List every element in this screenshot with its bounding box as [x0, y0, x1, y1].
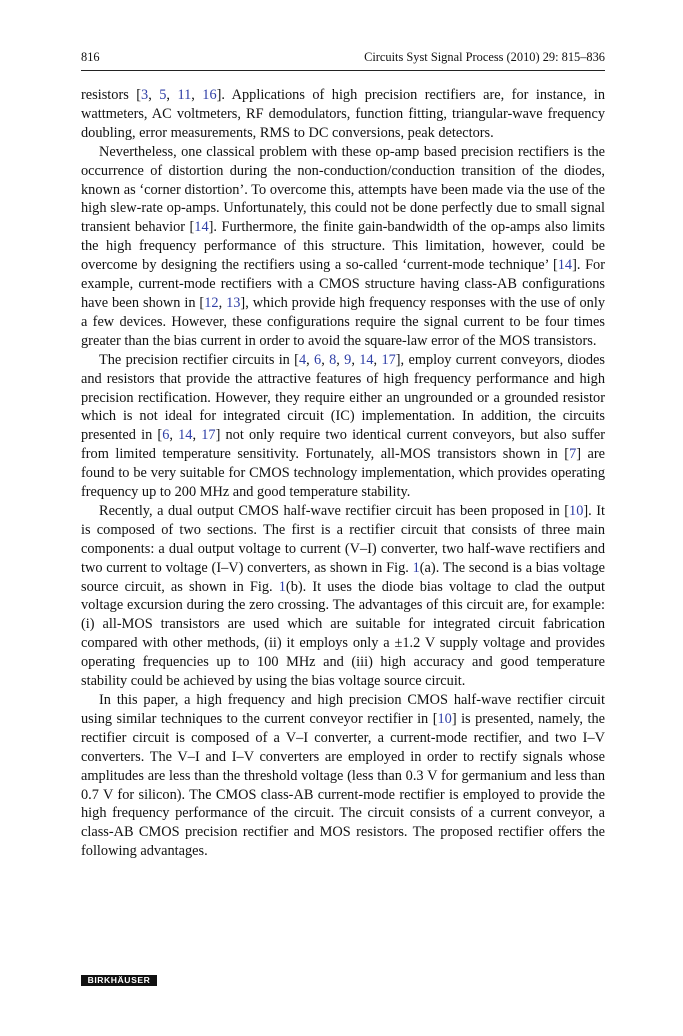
running-head: Circuits Syst Signal Process (2010) 29: 815–836 — [364, 50, 605, 64]
paragraph-text: ] are found to be very suitable for CMOS technology implementation, which provides operating frequency up to 200 MHz and good temperature stability. — [81, 446, 606, 501]
paragraph-text: ], employ current conveyors, diodes and resistors that provide the attractive features of high frequency performance and high precision rectification. However, they require either an ungrounded or a grounded resistor which is not ideal for integrated circuit (IC) implementation. In addition, the circuits presented in [ — [81, 351, 605, 444]
paragraph-text: (a). The second is a bias voltage source circuit, as shown in Fig. — [81, 559, 605, 595]
citation-link[interactable]: 13 — [226, 294, 241, 311]
paragraph — [81, 86, 605, 143]
citation-link[interactable]: 8 — [329, 351, 337, 368]
citation-link[interactable]: 6 — [314, 351, 322, 368]
citation-link[interactable]: 9 — [344, 351, 352, 368]
citation-link[interactable]: 12 — [204, 294, 219, 311]
citation-link[interactable]: 17 — [381, 351, 396, 368]
paragraph-text: Recently, a dual output CMOS half-wave rectifier circuit has been proposed in [ — [99, 502, 570, 519]
paragraph-text: , — [336, 351, 345, 368]
paragraph-text: ]. It is composed of two sections. The first is a rectifier circuit that consists of three main components: a dual output voltage to current (V–I) converter, two half-wave rectifiers and two current to voltage (I–V) converters, as shown in Fig. — [81, 502, 605, 576]
citation-link[interactable]: 3 — [141, 87, 149, 103]
citation-link[interactable]: 11 — [177, 87, 192, 103]
paragraph-text: , — [191, 87, 203, 103]
citation-link[interactable]: 4 — [298, 351, 307, 368]
citation-link[interactable]: 17 — [201, 427, 216, 444]
citation-link[interactable]: 1 — [278, 578, 286, 595]
paragraph-text: In this paper, a high frequency and high precision CMOS half-wave rectifier circuit using similar techniques to the current conveyor rectifier in [ — [81, 692, 605, 727]
paragraph-text: ] not only require two identical current conveyors, but also suffer from limited temperature sensitivity. Fortunately, all-MOS transistors shown in [ — [81, 427, 606, 463]
paragraph-text: ] is presented, namely, the rectifier circuit is composed of a V–I converter, a current-mode rectifier, and two I–V converters. The V–I and I–V converters are employed in order to rectify signals whose amplitudes are less than the threshold voltage (less than 0.3 V for germanium and less than 0.7 V for silicon). The CMOS class-AB current-mode rectifier is employed to provide the high frequency performance of the circuit. The circuit consists of a current conveyor, a class-AB CMOS precision rectifier and MOS resistors. The proposed rectifier offers the following advantages. — [81, 710, 605, 860]
citation-link[interactable]: 7 — [569, 446, 577, 463]
paragraph-text: The precision rectifier circuits in [ — [99, 351, 299, 368]
paragraph — [81, 691, 605, 861]
paragraph — [81, 351, 605, 502]
body-text — [81, 86, 605, 861]
paragraph-text: ]. Furthermore, the finite gain-bandwidth of the op-amps also limits the high frequency performance of this structure. This limitation, however, could be overcome by designing the rectifiers using a so-called ‘current-mode technique’ [ — [81, 219, 605, 274]
paragraph-text: , — [169, 427, 179, 444]
paragraph-text: , — [148, 87, 160, 103]
citation-link[interactable]: 16 — [202, 87, 217, 103]
paragraph-text: , — [218, 294, 227, 311]
paragraph-text: , — [321, 351, 330, 368]
citation-link[interactable]: 10 — [569, 502, 584, 519]
citation-link[interactable]: 1 — [412, 559, 420, 576]
page-number: 816 — [81, 50, 100, 64]
paragraph-text: , — [166, 87, 178, 103]
paragraph-text: , — [351, 351, 360, 368]
paragraph-text: resistors [ — [81, 87, 142, 103]
paragraph-text: ], which provide high frequency responses with the use of only a few devices. However, these configurations require the signal current to be four times greater than the bias current in order to avoid the square-law error of the MOS transistors. — [81, 294, 606, 349]
citation-link[interactable]: 5 — [159, 87, 167, 103]
paragraph-text: Nevertheless, one classical problem with these op-amp based precision rectifiers is the occurrence of distortion during the non-conduction/conduction transition of the diodes, known as ‘corner distortion’. To overcome this, attempts have been made via the use of the high slew-rate op-amps. Unfortunately, this could not be done perfectly due to small signal transient behavior [ — [81, 143, 605, 236]
paragraph-text: , — [306, 351, 315, 368]
citation-link[interactable]: 14 — [194, 219, 209, 236]
paragraph-text: , — [192, 427, 202, 444]
paragraph-text: ]. For example, current-mode rectifiers with a CMOS structure having class-AB configurations have been shown in [ — [81, 257, 605, 311]
page-header — [81, 47, 605, 67]
paragraph-text: ]. Applications of high precision rectifiers are, for instance, in wattmeters, AC voltmeters, RF demodulators, function fitting, triangular-wave frequency doubling, error measurements, RMS to DC conversions, peak detectors. — [81, 87, 606, 141]
publisher-logo: BIRKHÄUSER — [81, 975, 157, 986]
header-rule — [81, 70, 605, 71]
citation-link[interactable]: 14 — [178, 427, 193, 444]
citation-link[interactable]: 10 — [437, 710, 452, 727]
paragraph-text: (b). It uses the diode bias voltage to clad the output voltage excursion during the zero crossing. The advantages of this circuit are, for example: (i) all-MOS transistors are used which are suitable for integrated circuit fabrication compared with other methods, (ii) it employs only a ±1.2 V supply voltage and provides operating frequencies up to 100 MHz and (iii) high accuracy and good temperature stability could be achieved by using the bias voltage source circuit. — [81, 578, 605, 690]
paragraph — [81, 143, 605, 351]
citation-link[interactable]: 6 — [162, 427, 170, 444]
citation-link[interactable]: 14 — [359, 351, 374, 368]
paragraph — [81, 502, 605, 691]
citation-link[interactable]: 14 — [557, 257, 573, 274]
paragraph-text: , — [373, 351, 382, 368]
